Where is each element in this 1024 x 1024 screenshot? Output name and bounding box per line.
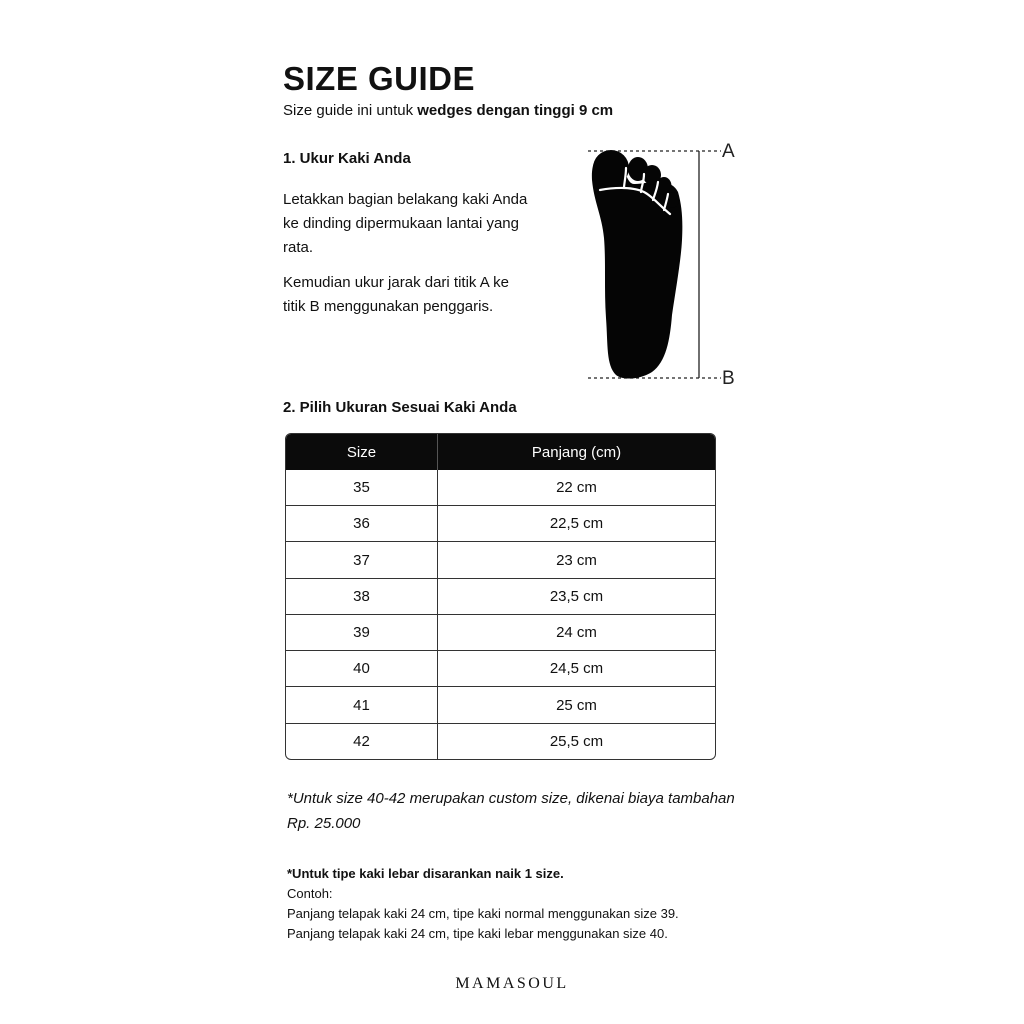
foot-icon <box>592 150 682 379</box>
subtitle <box>283 102 613 119</box>
label-b: B <box>722 368 735 385</box>
length-cell: 22,5 cm <box>438 505 715 541</box>
page-title: SIZE GUIDE <box>283 60 476 97</box>
size-cell: 41 <box>286 686 438 722</box>
custom-size-note: *Untuk size 40-42 merupakan custom size, dikenai biaya tambahan Rp. 25.000 <box>287 790 735 832</box>
size-cell: 39 <box>286 614 438 650</box>
table-row <box>286 541 715 577</box>
tip-line: Panjang telapak kaki 24 cm, tipe kaki normal menggunakan size 39. <box>287 906 679 921</box>
length-cell: 23 cm <box>438 541 715 577</box>
size-cell: 37 <box>286 541 438 577</box>
table-header-row <box>286 434 715 470</box>
size-cell: 35 <box>286 470 438 505</box>
length-cell: 24 cm <box>438 614 715 650</box>
foot-measurement-diagram <box>586 140 746 385</box>
brand-logo: MAMASOUL <box>455 975 569 992</box>
step1-paragraph-1: Letakkan bagian belakang kaki Anda ke dinding dipermukaan lantai yang rata. <box>283 191 528 256</box>
table-row <box>286 578 715 614</box>
size-cell: 42 <box>286 723 438 759</box>
table-row <box>286 505 715 541</box>
length-cell: 23,5 cm <box>438 578 715 614</box>
table-row <box>286 686 715 722</box>
step1-heading: 1. Ukur Kaki Anda <box>283 150 411 167</box>
step2-heading: 2. Pilih Ukuran Sesuai Kaki Anda <box>283 399 517 416</box>
label-a: A <box>722 141 735 162</box>
size-cell: 36 <box>286 505 438 541</box>
header-size: Size <box>286 434 438 470</box>
table-row <box>286 470 715 505</box>
size-table <box>285 433 716 760</box>
header-length: Panjang (cm) <box>438 434 715 470</box>
tip-title: *Untuk tipe kaki lebar disarankan naik 1 size. <box>287 866 564 881</box>
step1-paragraph-2: Kemudian ukur jarak dari titik A ke titik B menggunakan penggaris. <box>283 274 509 315</box>
length-cell: 25 cm <box>438 686 715 722</box>
tip-example-label: Contoh: <box>287 886 333 901</box>
length-cell: 25,5 cm <box>438 723 715 759</box>
table-row <box>286 614 715 650</box>
tip-line: Panjang telapak kaki 24 cm, tipe kaki lebar menggunakan size 40. <box>287 926 668 941</box>
size-cell: 38 <box>286 578 438 614</box>
subtitle-prefix: Size guide ini untuk <box>283 102 418 119</box>
table-row <box>286 650 715 686</box>
subtitle-bold: wedges dengan tinggi 9 cm <box>417 102 614 119</box>
length-cell: 22 cm <box>556 479 597 497</box>
size-cell: 40 <box>286 650 438 686</box>
table-row <box>286 723 715 759</box>
wide-foot-tip <box>287 864 767 944</box>
length-cell: 24,5 cm <box>438 650 715 686</box>
